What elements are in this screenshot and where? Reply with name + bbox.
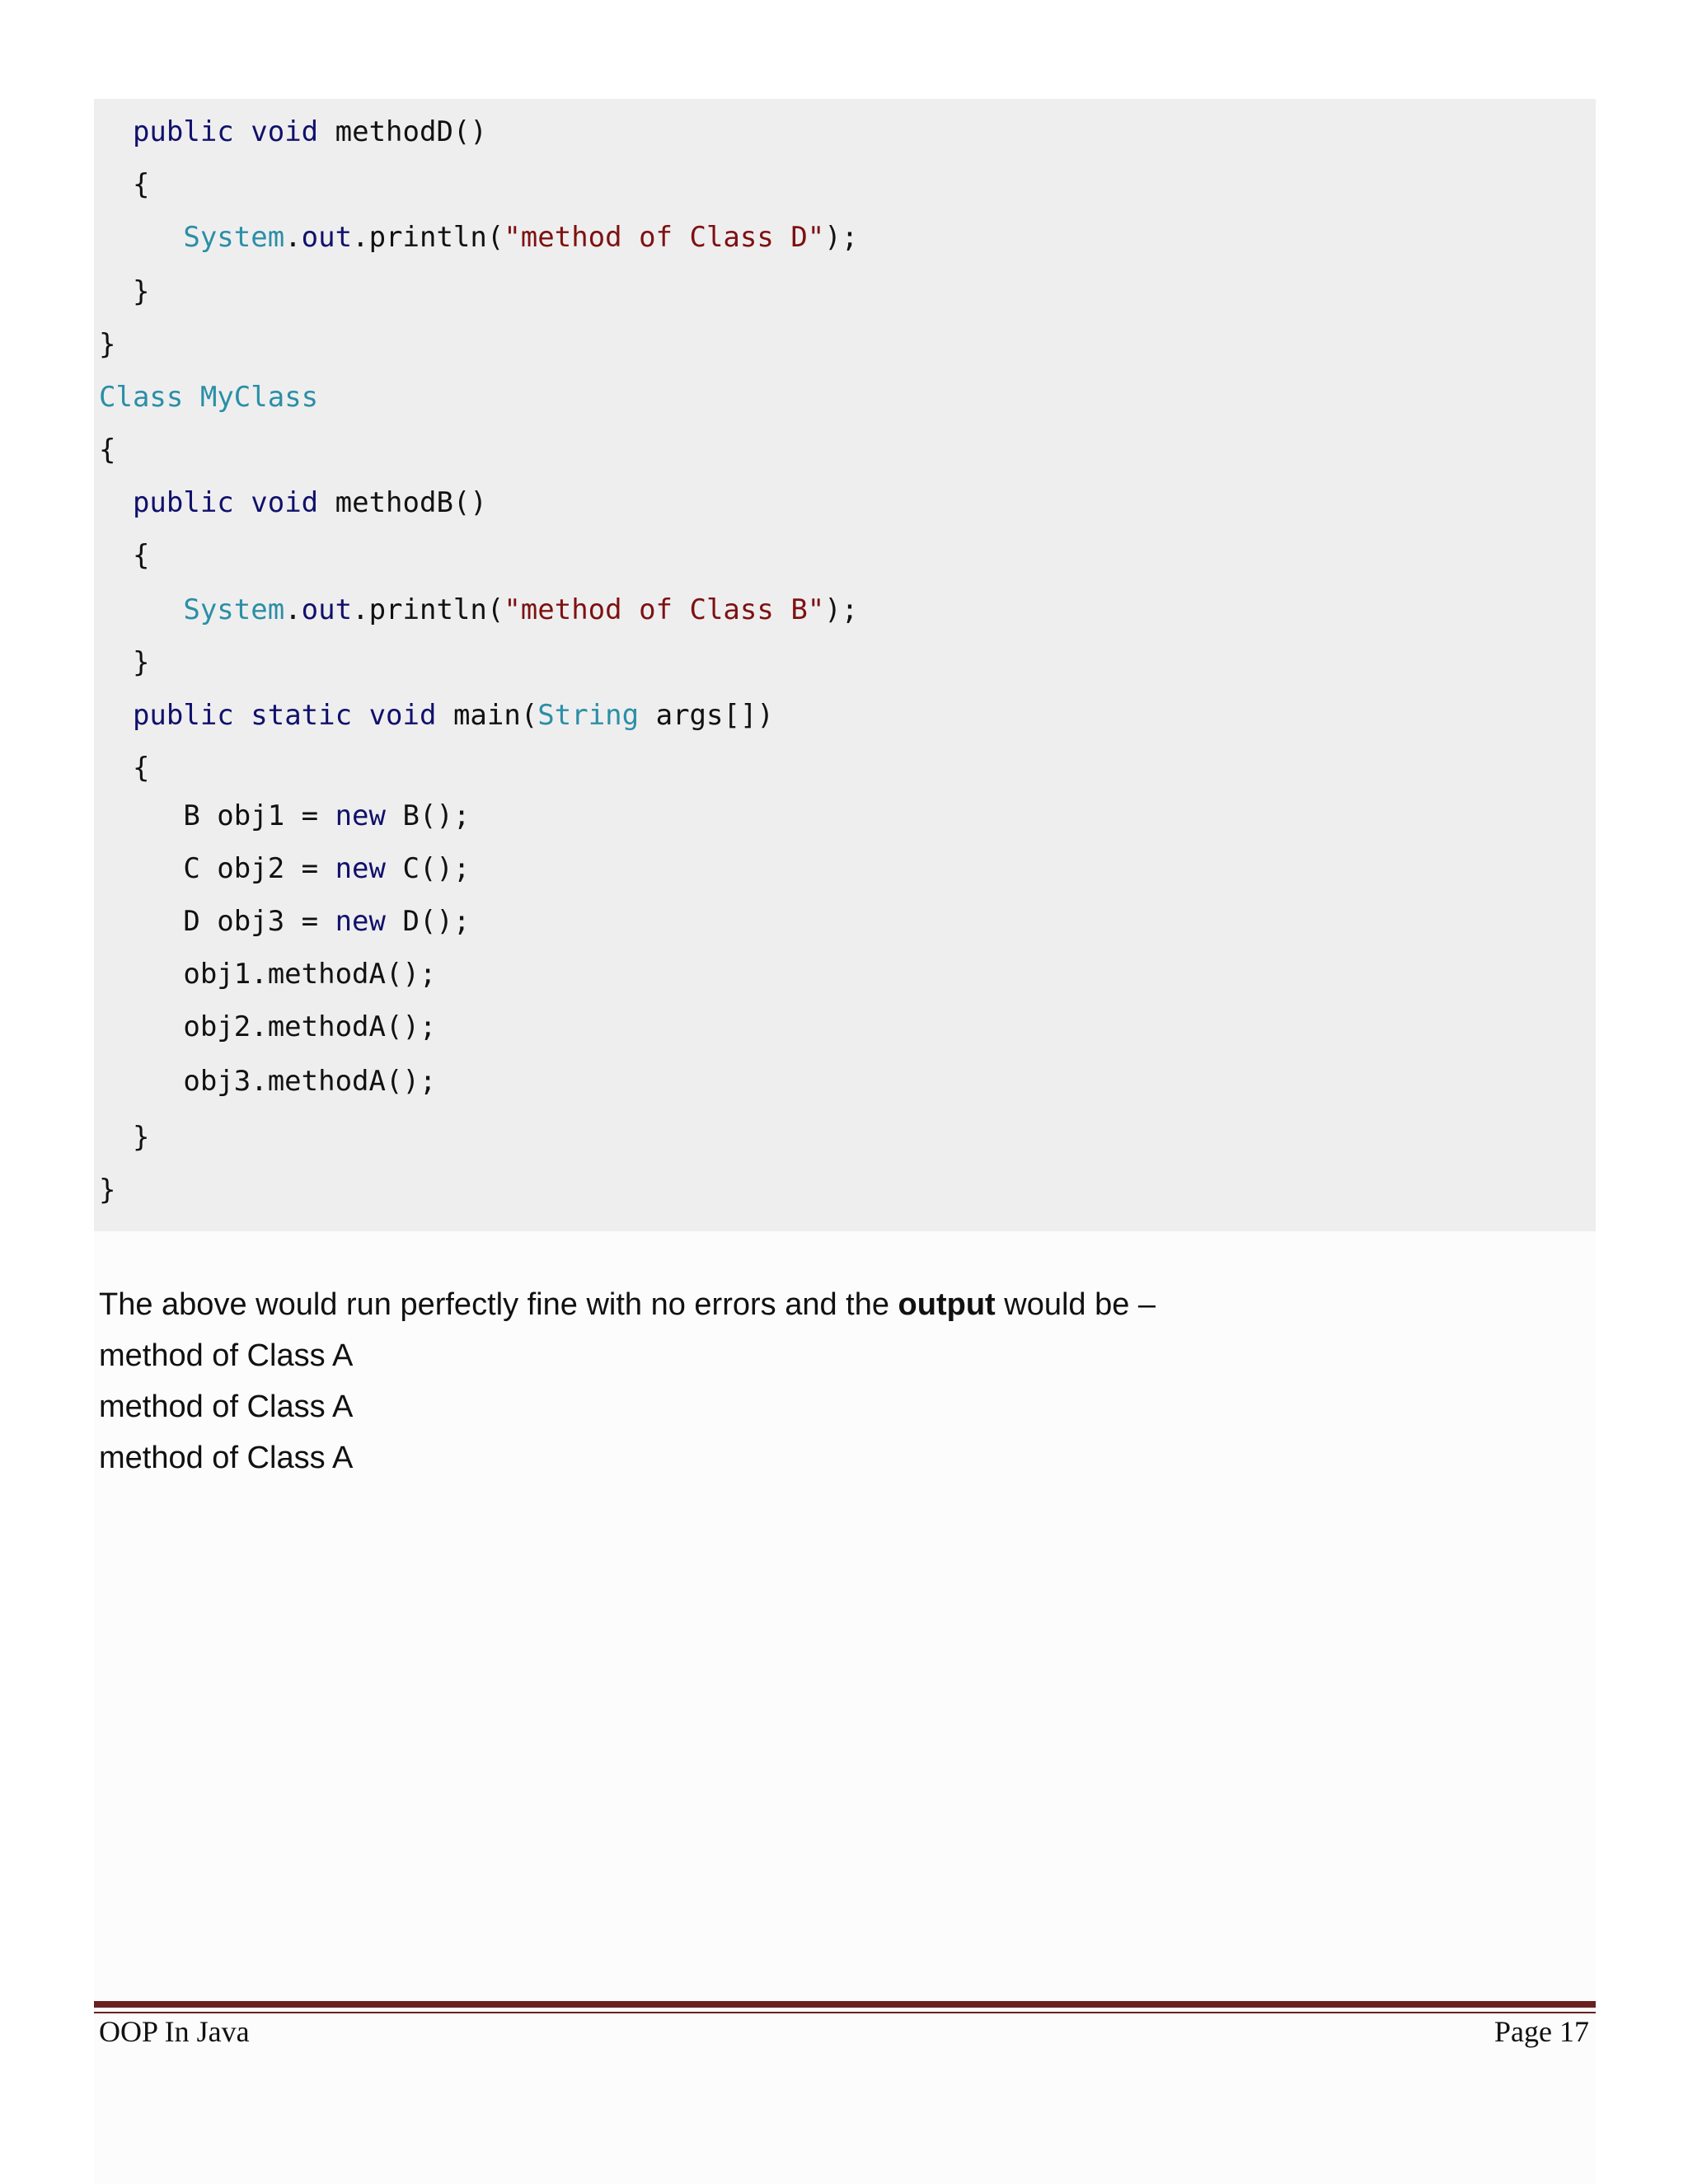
- output-line-3: method of Class A: [99, 1441, 354, 1475]
- code-line: [99, 166, 149, 203]
- code-token: .: [284, 593, 302, 626]
- code-line: [99, 903, 470, 940]
- footer-rule-thin: [94, 2012, 1596, 2013]
- code-line: [99, 432, 115, 468]
- code-token: Class: [99, 381, 184, 414]
- output-line-1: method of Class A: [99, 1338, 354, 1373]
- code-token: B();: [386, 799, 471, 832]
- code-token: C();: [386, 852, 471, 885]
- code-token: [99, 221, 183, 254]
- code-token: {: [99, 752, 150, 785]
- code-line: [99, 592, 858, 628]
- code-token: }: [99, 646, 150, 679]
- output-line-2: method of Class A: [99, 1390, 354, 1424]
- code-line: [99, 1009, 436, 1045]
- code-token: .println(: [352, 593, 504, 626]
- code-token: new: [335, 852, 386, 885]
- code-line: [99, 1063, 436, 1099]
- code-line: [99, 851, 470, 887]
- code-line: [99, 956, 436, 992]
- code-token: MyClass: [199, 381, 319, 414]
- code-line: [99, 537, 149, 574]
- intro-bold-word: output: [898, 1287, 996, 1322]
- code-line: [99, 274, 149, 310]
- code-token: public: [132, 115, 234, 148]
- code-token: [234, 486, 251, 519]
- footer-rule-thick: [94, 2001, 1596, 2008]
- code-line: [99, 1172, 115, 1208]
- code-token: public: [132, 699, 234, 732]
- code-token: new: [335, 905, 386, 938]
- intro-text-after: would be –: [995, 1287, 1156, 1322]
- code-token: [99, 699, 133, 732]
- code-line: [99, 1119, 149, 1155]
- code-token: );: [824, 593, 859, 626]
- code-token: obj2.methodA();: [99, 1010, 437, 1043]
- code-line: [99, 750, 149, 786]
- code-token: void: [251, 486, 319, 519]
- code-token: [234, 115, 251, 148]
- intro-text-before: The above would run perfectly fine with no errors and the: [99, 1287, 898, 1322]
- code-token: }: [99, 1121, 150, 1154]
- code-token: methodB(): [318, 486, 487, 519]
- footer-page-number: Page 17: [1494, 2015, 1589, 2048]
- code-line: [99, 798, 470, 834]
- code-token: [99, 593, 183, 626]
- code-token: D obj3 =: [99, 905, 335, 938]
- code-token: String: [537, 699, 640, 732]
- code-token: }: [99, 1174, 116, 1207]
- code-token: [234, 699, 251, 732]
- code-line: [99, 219, 858, 255]
- code-line: [99, 697, 774, 733]
- code-token: void: [368, 699, 437, 732]
- code-line: [99, 379, 318, 415]
- output-intro-paragraph: [99, 1284, 1156, 1325]
- footer-title: OOP In Java: [99, 2015, 250, 2048]
- code-line: [99, 485, 487, 521]
- code-token: D();: [386, 905, 471, 938]
- code-token: [99, 115, 133, 148]
- code-token: args[]): [639, 699, 774, 732]
- code-line: [99, 114, 487, 150]
- code-token: obj3.methodA();: [99, 1065, 437, 1098]
- code-token: {: [99, 434, 116, 466]
- code-token: {: [99, 539, 150, 572]
- code-line: [99, 326, 115, 363]
- code-token: public: [132, 486, 234, 519]
- code-token: [99, 486, 133, 519]
- code-token: static: [251, 699, 353, 732]
- code-token: out: [301, 593, 353, 626]
- code-token: .: [284, 221, 302, 254]
- code-token: B obj1 =: [99, 799, 335, 832]
- code-token: System: [183, 593, 285, 626]
- code-token: [183, 381, 199, 414]
- code-block: [94, 99, 1596, 1231]
- code-token: main(: [436, 699, 538, 732]
- code-token: .println(: [352, 221, 504, 254]
- code-token: System: [183, 221, 285, 254]
- code-token: "method of Class D": [504, 221, 825, 254]
- code-token: "method of Class B": [504, 593, 825, 626]
- code-token: methodD(): [318, 115, 487, 148]
- code-token: obj1.methodA();: [99, 958, 437, 991]
- code-token: new: [335, 799, 386, 832]
- code-token: );: [824, 221, 859, 254]
- code-token: out: [301, 221, 353, 254]
- code-token: void: [251, 115, 319, 148]
- code-token: }: [99, 328, 116, 361]
- code-token: {: [99, 168, 150, 201]
- code-line: [99, 644, 149, 681]
- code-token: C obj2 =: [99, 852, 335, 885]
- code-token: [352, 699, 368, 732]
- code-token: }: [99, 275, 150, 308]
